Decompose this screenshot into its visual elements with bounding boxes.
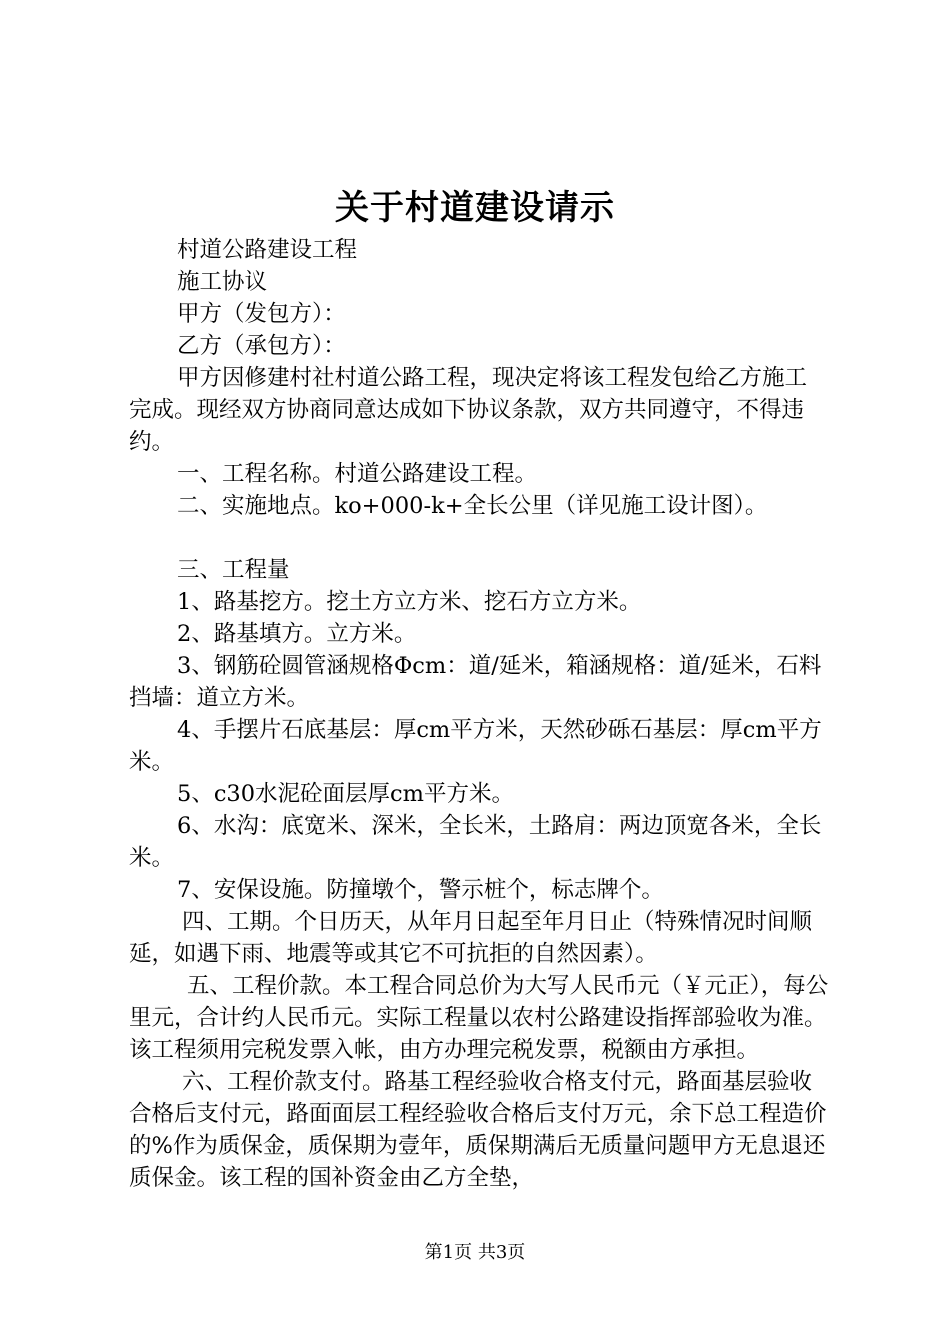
paragraph-item-2: 2、路基填方。立方米。 <box>177 621 417 647</box>
document-body <box>129 234 829 1194</box>
paragraph-agreement-label: 施工协议 <box>177 269 268 295</box>
paragraph-item-5: 5、c30水泥砼面层厚cm平方米。 <box>177 781 514 807</box>
paragraph-section-1: 一、工程名称。村道公路建设工程。 <box>177 461 538 487</box>
paragraph-section-5: 五、工程价款。本工程合同总价为大写人民币元（￥元正），每公里元，合计约人民币元。实际工程量以农村公路建设指挥部验收为准。该工程须用完税发票入帐，由方办理完税发票，税额由方承担。 <box>129 973 829 1063</box>
paragraph-party-b: 乙方（承包方）： <box>177 333 346 359</box>
paragraph-item-1: 1、路基挖方。挖土方立方米、挖石方立方米。 <box>177 589 642 615</box>
blank-line <box>129 522 829 554</box>
paragraph-item-6: 6、水沟：底宽米、深米，全长米，土路肩：两边顶宽各米，全长米。 <box>129 813 822 871</box>
paragraph-section-4: 四、工期。个日历天，从年月日起至年月日止（特殊情况时间顺延，如遇下雨、地震等或其它不可抗拒的自然因素）。 <box>129 909 813 967</box>
paragraph-item-7: 7、安保设施。防撞墩个，警示桩个，标志牌个。 <box>177 877 664 903</box>
paragraph-party-a: 甲方（发包方）： <box>177 301 346 327</box>
document-title: 关于村道建设请示 <box>335 188 615 228</box>
paragraph-project-name: 村道公路建设工程 <box>177 237 358 263</box>
paragraph-section-6: 六、工程价款支付。路基工程经验收合格支付元，路面基层验收合格后支付元，路面面层工程经验收合格后支付万元，余下总工程造价的%作为质保金，质保期为壹年，质保期满后无质量问题甲方无息退还质保金。该工程的国补资金由乙方全垫， <box>129 1069 827 1191</box>
paragraph-section-2: 二、实施地点。ko+000-k+全长公里（详见施工设计图）。 <box>177 493 768 519</box>
paragraph-item-3: 3、钢筋砼圆管涵规格Φcm：道/延米，箱涵规格：道/延米，石料挡墙：道立方米。 <box>129 653 822 711</box>
page-footer: 第1页 共3页 <box>424 1242 526 1263</box>
paragraph-section-3: 三、工程量 <box>177 557 290 583</box>
paragraph-preamble: 甲方因修建村社村道公路工程，现决定将该工程发包给乙方施工完成。现经双方协商同意达成如下协议条款，双方共同遵守，不得违约。 <box>129 365 808 455</box>
paragraph-item-4: 4、手摆片石底基层：厚cm平方米，天然砂砾石基层：厚cm平方米。 <box>129 717 822 775</box>
